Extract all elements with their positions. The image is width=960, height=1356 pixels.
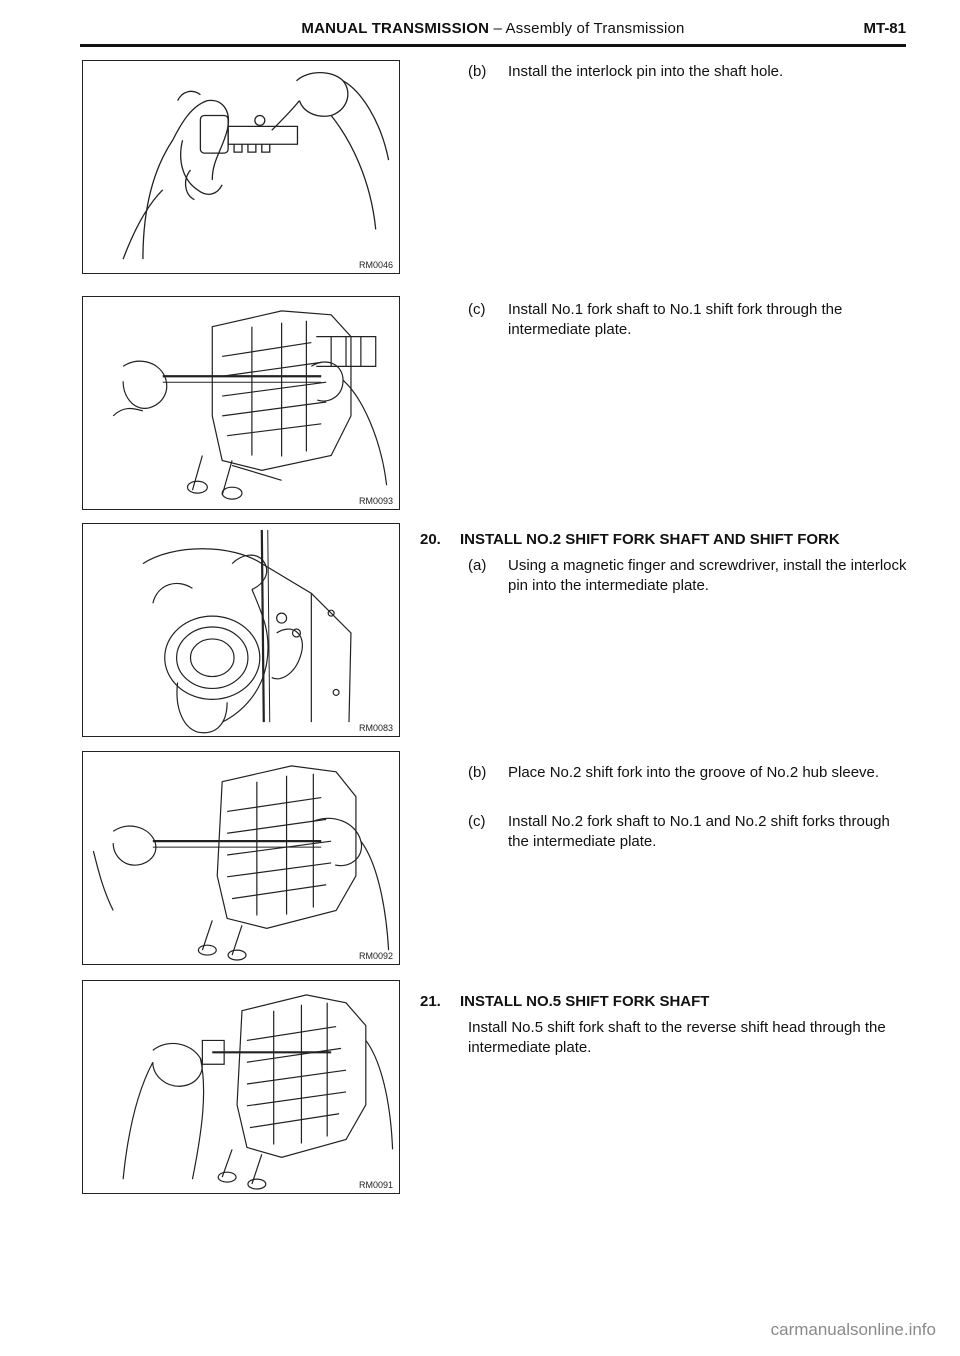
step-label: (c) — [468, 301, 486, 318]
page-header — [80, 18, 906, 47]
step-text: Install the interlock pin into the shaft hole. — [508, 63, 784, 80]
figure-4-illustration — [83, 752, 399, 964]
step-c-no2-fork-shaft — [468, 812, 918, 856]
section-title: INSTALL NO.2 SHIFT FORK SHAFT AND SHIFT FORK — [460, 531, 840, 548]
section-number: 20. — [420, 531, 441, 548]
step-label: (b) — [468, 764, 487, 781]
step-text: Install No.1 fork shaft to No.1 shift fork through the intermediate plate. — [508, 301, 843, 338]
figure-3-illustration — [83, 524, 399, 736]
page-title — [80, 20, 906, 37]
section-21-body: Install No.5 shift fork shaft to the reverse shift head through the intermediate plate. — [468, 1019, 886, 1056]
step-a-magnetic-finger — [468, 556, 918, 600]
figure-5 — [82, 980, 400, 1194]
figure-1 — [82, 60, 400, 274]
title-main: MANUAL TRANSMISSION — [301, 20, 490, 37]
figure-2-illustration — [83, 297, 399, 509]
step-label: (c) — [468, 813, 486, 830]
figure-code: RM0093 — [358, 496, 393, 506]
figure-code: RM0083 — [358, 723, 393, 733]
step-label: (a) — [468, 557, 487, 574]
section-heading-21 — [420, 992, 920, 1014]
page-number: MT-81 — [863, 20, 906, 37]
step-b-interlock — [468, 62, 918, 86]
figure-1-illustration — [83, 61, 399, 273]
figure-code: RM0092 — [358, 951, 393, 961]
step-b-place-fork — [468, 763, 918, 807]
step-text: Install No.2 fork shaft to No.1 and No.2 shift forks through the intermediate plate. — [508, 813, 890, 850]
section-title: INSTALL NO.5 SHIFT FORK SHAFT — [460, 993, 710, 1010]
figure-code: RM0091 — [358, 1180, 393, 1190]
section-heading-20 — [420, 530, 920, 552]
section-number: 21. — [420, 993, 441, 1010]
figure-5-illustration — [83, 981, 399, 1193]
step-label: (b) — [468, 63, 487, 80]
title-sub: – Assembly of Transmission — [489, 20, 685, 37]
figure-3 — [82, 523, 400, 737]
figure-2 — [82, 296, 400, 510]
watermark: carmanualsonline.info — [770, 1320, 936, 1339]
step-c-no1-fork-shaft — [468, 300, 918, 344]
step-text: Using a magnetic finger and screwdriver, install the interlock pin into the intermediate plate. — [508, 557, 907, 594]
step-text: Place No.2 shift fork into the groove of No.2 hub sleeve. — [508, 764, 880, 781]
figure-code: RM0046 — [358, 260, 393, 270]
figure-4 — [82, 751, 400, 965]
